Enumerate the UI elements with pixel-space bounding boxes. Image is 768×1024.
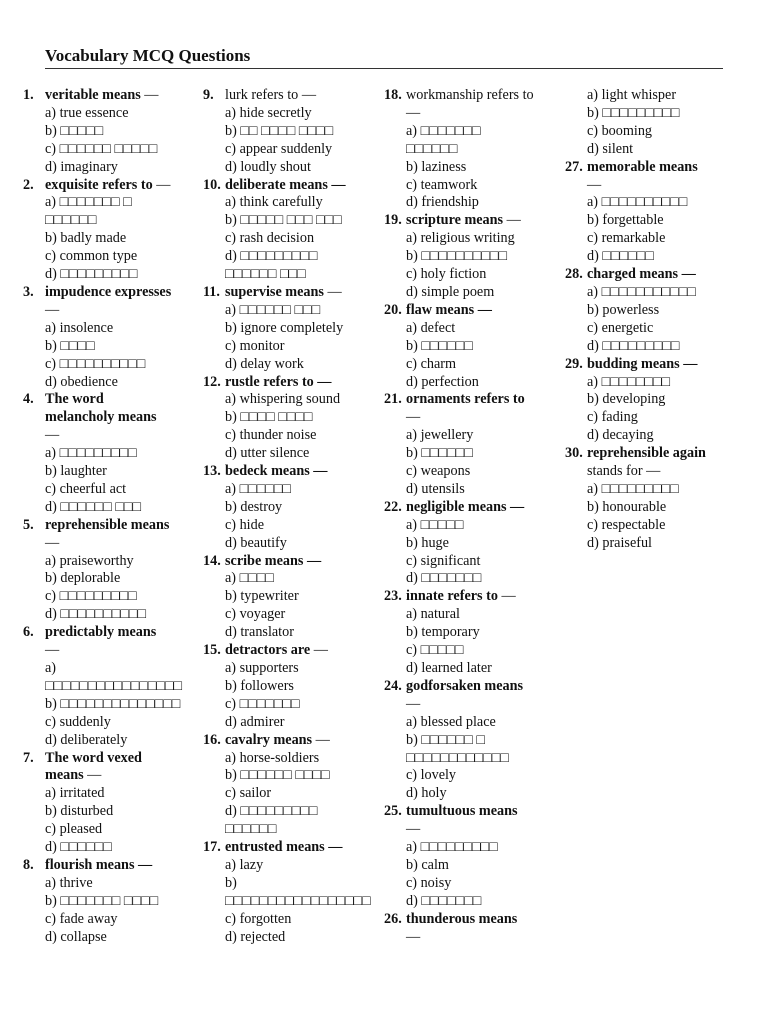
answer-option: b) laughter [45,463,107,480]
question-column-2 [203,87,373,947]
answer-option: a) hide secretly [225,104,312,121]
question-item [23,177,185,284]
question-number: 26. [384,910,402,927]
question-item [23,87,185,177]
answer-option: c) hide [225,516,264,533]
answer-option: b) □□□□□□□□□□□□□□ [45,695,181,712]
question-number: 30. [565,445,583,462]
question-number: 1. [23,87,34,103]
answer-option: c) weapons [406,463,471,480]
answer-option: b) powerless [587,301,660,318]
answer-option: b) □□□□□□ [406,445,473,462]
answer-option: d) decaying [587,427,654,444]
question-number: 20. [384,301,402,318]
question-stem: thunderous means [406,910,518,927]
question-stem: detractors are — [225,642,328,659]
answer-option: a) supporters [225,660,299,676]
question-stem: budding means — [587,355,698,372]
question-number: 21. [384,391,402,408]
question-number: 18. [384,87,402,103]
answer-option: a) whispering sound [225,391,341,408]
answer-option: d) beautify [225,534,287,551]
question-stem: memorable means [587,158,698,175]
question-item [203,732,373,839]
question-number: 9. [203,87,214,103]
question-stem: godforsaken means [406,677,524,694]
answer-option: c) □□□□□□□□□ [45,588,137,605]
answer-option: b) developing [587,391,666,408]
answer-option: d) learned later [406,660,492,676]
question-stem: flaw means — [406,301,492,318]
title-underline [45,68,723,69]
answer-option: c) forgotten [225,910,292,927]
answer-option: c) fading [587,409,638,426]
question-item [203,642,373,732]
answer-option: a) □□□□□□□□□ [45,445,137,462]
question-stem: — [406,928,421,945]
question-stem: scripture means — [406,212,521,229]
answer-option: b) honourable [587,498,667,515]
answer-option: a) horse-soldiers [225,749,320,766]
answer-option: d) obedience [45,373,118,390]
answer-option: c) cheerful act [45,480,127,497]
question-item [203,87,373,177]
question-stem: melancholy means [45,409,157,426]
answer-option: b) □□□□□□□□□□ [406,248,508,265]
question-number: 6. [23,624,34,641]
question-item [384,588,554,678]
answer-option: □□□□□□ [45,212,97,229]
answer-option: d) utensils [406,480,465,497]
answer-option: d) □□□□□□□□□ [587,337,680,354]
question-stem: tumultuous means [406,803,518,820]
answer-option: a) □□□□□□ □□□ [225,301,321,318]
question-item [23,517,185,624]
answer-option: c) □□□□□□□ [225,695,300,712]
question-item [565,266,735,356]
answer-option: □□□□□□□□□□□□□□□□ [45,677,183,694]
question-number: 4. [23,391,34,408]
question-number: 2. [23,176,34,193]
answer-option: d) □□□□□□□□□ [225,803,318,820]
answer-option: a) □□□□□□□□□□□ [587,283,696,300]
answer-option: b) □□□□□□ [406,337,473,354]
question-item [384,499,554,589]
question-stem: flourish means — [45,856,153,873]
answer-option: b) deplorable [45,570,121,587]
answer-option: d) silent [587,140,634,157]
question-number: 3. [23,283,34,300]
answer-option: c) □□□□□□ □□□□□ [45,140,158,157]
answer-option: a) blessed place [406,713,496,730]
question-stem: — [406,104,421,121]
question-number: 24. [384,677,402,694]
answer-option: d) □□□□□□ [45,839,112,856]
answer-option: a) defect [406,319,456,336]
question-stem: ornaments refers to [406,391,525,408]
answer-option: b) ignore completely [225,319,344,336]
answer-option: a) lazy [225,856,264,873]
answer-option: b) huge [406,534,449,551]
answer-option: c) pleased [45,821,103,838]
question-item [565,356,735,446]
answer-option: d) translator [225,624,294,641]
answer-option: b) forgettable [587,212,664,229]
answer-option: c) monitor [225,337,285,354]
answer-option: a) insolence [45,319,114,336]
question-item [23,391,185,516]
page-title: Vocabulary MCQ Questions [45,46,251,65]
answer-option: d) □□□□□□ [587,248,654,265]
answer-option: c) energetic [587,319,654,336]
answer-option: b) disturbed [45,803,114,820]
answer-option: d) □□□□□□□ [406,570,482,587]
answer-option: a) □□□□ [225,570,274,587]
answer-option: b) □□□□□ □□□ □□□ [225,212,342,229]
answer-option: a) light whisper [587,87,677,103]
question-stem: — [406,409,421,426]
question-number: 25. [384,803,402,820]
answer-option: c) lovely [406,767,457,784]
answer-option: b) temporary [406,624,480,641]
question-number: 12. [203,373,221,390]
question-stem: — [45,642,60,659]
answer-option: a) □□□□□□□□□ [587,480,679,497]
answer-option: d) □□□□□□ □□□ [45,498,142,515]
question-number: 10. [203,176,221,193]
answer-option: d) □□□□□□□□□ [45,266,138,283]
answer-option: c) respectable [587,516,666,533]
question-stem: — [406,695,421,712]
answer-option: b) badly made [45,230,127,247]
answer-option: a) thrive [45,874,93,891]
question-stem: predictably means [45,624,157,641]
question-item [384,87,554,212]
answer-option: d) □□□□□□□ [406,892,482,909]
answer-option: □□□□□□□□□□□□ [406,749,509,766]
question-number: 23. [384,588,402,605]
answer-option: c) fade away [45,910,118,927]
answer-option: b) destroy [225,498,283,515]
answer-option: c) booming [587,122,653,139]
answer-option: d) loudly shout [225,158,311,175]
question-stem: cavalry means — [225,731,330,748]
answer-option: c) remarkable [587,230,666,247]
question-stem: scribe means — [225,552,322,569]
answer-option: a) [45,660,57,676]
question-number: 19. [384,212,402,229]
question-number: 28. [565,266,583,283]
question-number: 8. [23,856,34,873]
question-item [23,624,185,749]
answer-option: c) noisy [406,874,452,891]
answer-option: c) holy fiction [406,266,487,283]
answer-option: b) □□□□□□ □ [406,731,485,748]
answer-option: d) simple poem [406,283,495,300]
answer-option: d) collapse [45,928,107,945]
answer-option: a) □□□□□□□□□ [406,839,498,856]
question-column-4 [565,87,735,553]
question-stem: rustle refers to — [225,373,332,390]
question-item [23,750,185,857]
question-stem: supervise means — [225,283,342,300]
question-stem: — [406,821,421,838]
answer-option: c) suddenly [45,713,111,730]
question-number: 27. [565,158,583,175]
question-item [384,391,554,498]
question-number: 22. [384,498,402,515]
answer-option: □□□□□□□□□□□□□□□□□ [225,892,371,909]
answer-option: b) □□□□ □□□□ [225,409,313,426]
question-item [565,159,735,266]
answer-option: d) perfection [406,373,479,390]
question-stem: charged means — [587,266,696,283]
answer-option: c) thunder noise [225,427,317,444]
answer-option: a) true essence [45,104,129,121]
answer-option: d) □□□□□□□□□ [225,248,318,265]
answer-option: a) religious writing [406,230,515,247]
question-number: 7. [23,749,34,766]
answer-option: b) calm [406,856,449,873]
answer-option: c) sailor [225,785,272,802]
question-item [203,463,373,553]
answer-option: d) praiseful [587,534,653,551]
question-stem: deliberate means — [225,176,346,193]
question-item [384,678,554,803]
question-item [203,374,373,464]
answer-option: d) holy [406,785,447,802]
answer-option: d) rejected [225,928,286,945]
answer-option: b) □□ □□□□ □□□□ [225,122,334,139]
question-stem: negligible means — [406,498,525,515]
question-item [203,284,373,374]
question-stem: innate refers to — [406,588,516,605]
question-number: 15. [203,642,221,659]
answer-option: a) □□□□□□□ [406,122,481,139]
question-stem: — [45,301,60,318]
answer-option: c) appear suddenly [225,140,333,157]
answer-option: □□□□□□ □□□ [225,266,306,283]
answer-option: c) rash decision [225,230,315,247]
question-number: 13. [203,463,221,480]
question-stem: exquisite refers to — [45,176,171,193]
answer-option: d) deliberately [45,731,128,748]
question-number: 17. [203,839,221,856]
question-stem: reprehensible means [45,516,170,533]
answer-option: c) □□□□□□□□□□ [45,355,146,372]
question-stem: — [587,176,602,193]
answer-option: c) charm [406,355,457,372]
question-number: 5. [23,516,34,533]
answer-option: a) think carefully [225,194,323,211]
answer-option: a) jewellery [406,427,474,444]
question-number: 11. [203,283,220,300]
question-number: 29. [565,355,583,372]
question-item [384,212,554,302]
question-item [203,553,373,643]
answer-option: a) irritated [45,785,105,802]
question-stem: veritable means — [45,87,159,103]
answer-option: b) □□□□□□□ □□□□ [45,892,159,909]
answer-option: a) natural [406,606,460,623]
answer-option: d) utter silence [225,445,310,462]
answer-option: c) significant [406,552,481,569]
question-item [23,284,185,391]
question-item [23,857,185,947]
answer-option: a) □□□□□□□□□□ [587,194,688,211]
answer-option: d) imaginary [45,158,118,175]
question-item [384,302,554,392]
answer-option: a) □□□□□□□ □ [45,194,132,211]
question-item [384,803,554,910]
answer-option: b) followers [225,677,294,694]
question-stem: means — [45,767,102,784]
question-stem: — [45,534,60,551]
answer-option: b) laziness [406,158,467,175]
question-item [565,445,735,552]
question-number: 14. [203,552,221,569]
answer-option: □□□□□□ [225,821,277,838]
question-stem: reprehensible again [587,445,706,462]
question-stem: entrusted means — [225,839,343,856]
answer-option: b) □□□□□□ □□□□ [225,767,330,784]
answer-option: a) □□□□□ [406,516,464,533]
answer-option: b) [225,874,237,891]
question-column-1 [23,87,185,947]
answer-option: d) admirer [225,713,285,730]
question-column-3 [384,87,554,947]
answer-option: b) □□□□□ [45,122,104,139]
answer-option: d) □□□□□□□□□□ [45,606,147,623]
answer-option: c) teamwork [406,176,478,193]
question-item [565,87,735,159]
answer-option: a) □□□□□□ [225,480,291,497]
answer-option: c) common type [45,248,138,265]
question-stem: bedeck means — [225,463,328,480]
answer-option: a) praiseworthy [45,552,134,569]
question-stem: — [45,427,60,444]
question-item [384,911,554,947]
answer-option: c) □□□□□ [406,642,464,659]
question-stem: lurk refers to — [225,87,317,103]
question-stem: stands for — [587,463,661,480]
question-item [203,839,373,946]
question-stem: The word [45,391,104,408]
question-number: 16. [203,731,221,748]
answer-option: b) □□□□□□□□□ [587,104,680,121]
answer-option: c) voyager [225,606,286,623]
question-stem: The word vexed [45,749,142,766]
answer-option: a) □□□□□□□□ [587,373,671,390]
question-stem: workmanship refers to [406,87,534,103]
question-item [203,177,373,284]
question-stem: impudence expresses [45,283,172,300]
answer-option: d) delay work [225,355,304,372]
answer-option: d) friendship [406,194,479,211]
answer-option: □□□□□□ [406,140,458,157]
answer-option: b) typewriter [225,588,299,605]
answer-option: b) □□□□ [45,337,95,354]
